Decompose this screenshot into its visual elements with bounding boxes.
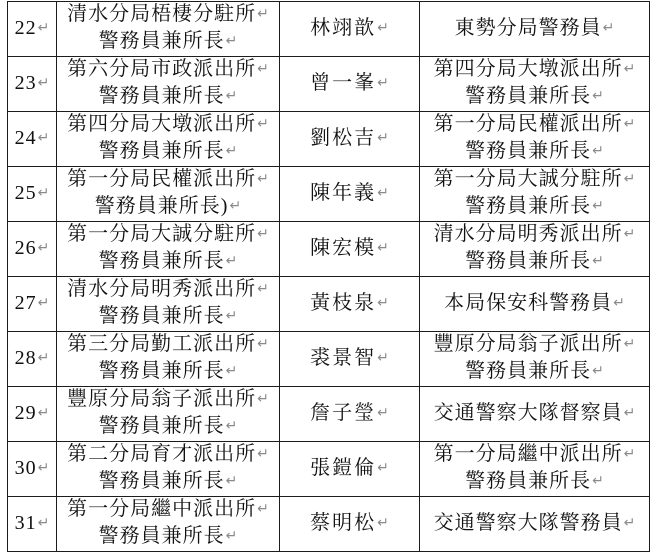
- position-text: 警務員兼所長: [465, 470, 592, 492]
- return-mark-icon: ↵: [592, 143, 604, 159]
- return-mark-icon: ↵: [37, 129, 50, 146]
- position-text: 第二分局育才派出所: [67, 443, 257, 465]
- position-text: 第四分局大墩派出所: [433, 58, 623, 80]
- officer-name-cell: [280, 277, 420, 332]
- officer-name-line: [310, 237, 389, 259]
- officer-name-cell: [280, 442, 420, 497]
- position-text: 警務員兼所長: [98, 360, 225, 382]
- return-mark-icon: ↵: [377, 19, 389, 36]
- position-line: [420, 167, 649, 194]
- to-position-cell: [420, 387, 650, 442]
- position-text: 交通警察大隊警務員: [433, 511, 623, 534]
- officer-name-line: [310, 347, 389, 369]
- position-line: [420, 511, 649, 538]
- position-line: [57, 332, 279, 359]
- officer-name-cell: [280, 387, 420, 442]
- position-text: 警務員兼所長: [98, 305, 225, 327]
- position-line: [57, 442, 279, 469]
- row-number-cell: [8, 167, 57, 222]
- return-mark-icon: ↵: [225, 88, 238, 104]
- position-line: [420, 469, 649, 496]
- return-mark-icon: ↵: [257, 6, 269, 22]
- position-line: [57, 469, 279, 496]
- row-number-line: [15, 457, 50, 479]
- row-number-cell: [8, 332, 57, 387]
- position-text: 警務員兼所長: [465, 85, 592, 107]
- table-body: [8, 2, 650, 552]
- table-row: [8, 2, 650, 57]
- return-mark-icon: ↵: [257, 226, 269, 242]
- position-text: 警務員兼所長: [465, 195, 592, 217]
- officer-name-line: [310, 512, 389, 534]
- position-text: 第一分局繼中派出所: [67, 498, 257, 520]
- officer-name-line: [310, 182, 389, 204]
- position-line: [57, 497, 279, 524]
- transfer-table: [7, 1, 650, 552]
- officer-name-line: [310, 457, 389, 479]
- return-mark-icon: ↵: [377, 294, 389, 311]
- position-line: [420, 112, 649, 139]
- return-mark-icon: ↵: [257, 446, 269, 462]
- position-line: [420, 222, 649, 249]
- position-text: 清水分局明秀派出所: [67, 278, 257, 300]
- position-text: 警務員兼所長: [98, 30, 225, 52]
- position-line: [57, 359, 279, 386]
- row-number: 30: [14, 456, 37, 479]
- position-text: 第六分局市政派出所: [67, 58, 257, 80]
- to-position-cell: [420, 442, 650, 497]
- return-mark-icon: ↵: [377, 239, 389, 256]
- to-position-cell: [420, 57, 650, 112]
- officer-name-line: [310, 72, 389, 94]
- table-row: [8, 167, 650, 222]
- return-mark-icon: ↵: [623, 226, 636, 242]
- return-mark-icon: ↵: [377, 184, 389, 201]
- from-position-cell: [57, 332, 280, 387]
- return-mark-icon: ↵: [257, 391, 269, 407]
- position-text: 第一分局繼中派出所: [433, 443, 623, 465]
- position-text: 第一分局大誠分駐所: [433, 168, 623, 190]
- return-mark-icon: ↵: [37, 404, 50, 421]
- position-line: [420, 194, 649, 221]
- position-line: [420, 57, 649, 84]
- return-mark-icon: ↵: [225, 143, 238, 159]
- table-row: [8, 57, 650, 112]
- return-mark-icon: ↵: [37, 74, 50, 91]
- row-number-line: [15, 512, 50, 534]
- row-number-line: [15, 347, 50, 369]
- position-text: 警務員兼所長: [465, 250, 592, 272]
- return-mark-icon: ↵: [592, 363, 604, 379]
- position-line: [57, 194, 279, 221]
- row-number: 26: [14, 236, 37, 259]
- row-number: 27: [14, 291, 37, 314]
- row-number-cell: [8, 442, 57, 497]
- officer-name-line: [310, 17, 389, 39]
- return-mark-icon: ↵: [592, 253, 604, 269]
- officer-name-line: [310, 402, 389, 424]
- return-mark-icon: ↵: [377, 514, 389, 531]
- return-mark-icon: ↵: [592, 198, 604, 214]
- row-number: 29: [14, 401, 37, 424]
- return-mark-icon: ↵: [623, 446, 636, 462]
- table-row: [8, 332, 650, 387]
- return-mark-icon: ↵: [592, 473, 604, 489]
- from-position-cell: [57, 57, 280, 112]
- position-text: 第一分局民權派出所: [67, 168, 257, 190]
- position-line: [57, 414, 279, 441]
- return-mark-icon: ↵: [377, 129, 389, 146]
- to-position-cell: [420, 332, 650, 387]
- return-mark-icon: ↵: [613, 294, 625, 311]
- position-text: 第一分局民權派出所: [433, 113, 623, 135]
- officer-name-cell: [280, 222, 420, 277]
- position-line: [57, 249, 279, 276]
- row-number-line: [15, 17, 50, 39]
- return-mark-icon: ↵: [623, 116, 636, 132]
- row-number-cell: [8, 222, 57, 277]
- return-mark-icon: ↵: [225, 473, 238, 489]
- position-line: [420, 291, 649, 318]
- from-position-cell: [57, 277, 280, 332]
- return-mark-icon: ↵: [623, 404, 636, 421]
- position-text: 東勢分局警務員: [454, 16, 602, 39]
- position-text: 第一分局大誠分駐所: [67, 223, 257, 245]
- position-line: [57, 57, 279, 84]
- position-text: 清水分局梧棲分駐所: [67, 3, 257, 25]
- return-mark-icon: ↵: [257, 61, 269, 77]
- return-mark-icon: ↵: [257, 336, 269, 352]
- return-mark-icon: ↵: [257, 171, 269, 187]
- row-number: 25: [14, 181, 37, 204]
- position-line: [420, 359, 649, 386]
- table-row: [8, 497, 650, 552]
- position-line: [420, 442, 649, 469]
- position-line: [57, 387, 279, 414]
- officer-name: 劉松吉: [310, 126, 377, 149]
- row-number-line: [15, 237, 50, 259]
- row-number-line: [15, 182, 50, 204]
- return-mark-icon: ↵: [37, 184, 50, 201]
- from-position-cell: [57, 167, 280, 222]
- position-text: 警務員兼所長: [98, 525, 225, 547]
- position-text: 警務員兼所長: [465, 360, 592, 382]
- return-mark-icon: ↵: [623, 514, 636, 531]
- position-text: 交通警察大隊督察員: [433, 401, 623, 424]
- return-mark-icon: ↵: [623, 61, 636, 77]
- return-mark-icon: ↵: [225, 33, 238, 49]
- return-mark-icon: ↵: [377, 459, 389, 476]
- officer-name: 黃枝泉: [310, 291, 377, 314]
- position-line: [420, 401, 649, 428]
- position-line: [420, 332, 649, 359]
- position-text: 第四分局大墩派出所: [67, 113, 257, 135]
- to-position-cell: [420, 277, 650, 332]
- position-line: [57, 222, 279, 249]
- row-number: 24: [14, 126, 37, 149]
- position-text: 豐原分局翁子派出所: [67, 388, 257, 410]
- return-mark-icon: ↵: [225, 308, 238, 324]
- table-row: [8, 387, 650, 442]
- position-line: [57, 304, 279, 331]
- position-text: 警務員兼所長: [98, 85, 225, 107]
- position-line: [420, 16, 649, 43]
- position-text: 警務員兼所長: [98, 250, 225, 272]
- officer-name-cell: [280, 57, 420, 112]
- table-row: [8, 112, 650, 167]
- return-mark-icon: ↵: [225, 418, 238, 434]
- return-mark-icon: ↵: [225, 253, 238, 269]
- row-number: 22: [14, 16, 37, 39]
- return-mark-icon: ↵: [37, 514, 50, 531]
- officer-name: 詹子瑩: [310, 401, 377, 424]
- row-number: 28: [14, 346, 37, 369]
- table-row: [8, 277, 650, 332]
- to-position-cell: [420, 222, 650, 277]
- position-line: [420, 139, 649, 166]
- return-mark-icon: ↵: [257, 281, 269, 297]
- return-mark-icon: ↵: [37, 239, 50, 256]
- return-mark-icon: ↵: [592, 88, 604, 104]
- table-row: [8, 442, 650, 497]
- position-text: 警務員兼所長): [94, 195, 229, 217]
- row-number-cell: [8, 112, 57, 167]
- officer-name-cell: [280, 332, 420, 387]
- return-mark-icon: ↵: [623, 171, 636, 187]
- return-mark-icon: ↵: [377, 404, 389, 421]
- row-number-cell: [8, 2, 57, 57]
- position-text: 警務員兼所長: [98, 470, 225, 492]
- position-line: [420, 84, 649, 111]
- return-mark-icon: ↵: [37, 19, 50, 36]
- position-text: 警務員兼所長: [98, 140, 225, 162]
- officer-name: 曾一峯: [310, 71, 377, 94]
- return-mark-icon: ↵: [602, 19, 615, 36]
- position-text: 本局保安科警務員: [444, 291, 613, 314]
- row-number: 31: [14, 511, 37, 534]
- return-mark-icon: ↵: [257, 116, 269, 132]
- officer-name-cell: [280, 497, 420, 552]
- row-number-cell: [8, 277, 57, 332]
- from-position-cell: [57, 2, 280, 57]
- position-text: 警務員兼所長: [98, 415, 225, 437]
- officer-name-cell: [280, 112, 420, 167]
- table-row: [8, 222, 650, 277]
- officer-name: 林翊歆: [310, 16, 377, 39]
- from-position-cell: [57, 497, 280, 552]
- officer-name-cell: [280, 2, 420, 57]
- officer-name: 張鎧倫: [310, 456, 377, 479]
- officer-name-line: [310, 292, 389, 314]
- row-number-line: [15, 127, 50, 149]
- row-number-cell: [8, 497, 57, 552]
- row-number-cell: [8, 387, 57, 442]
- position-text: 清水分局明秀派出所: [433, 223, 623, 245]
- to-position-cell: [420, 2, 650, 57]
- row-number-line: [15, 402, 50, 424]
- officer-name-cell: [280, 167, 420, 222]
- officer-name-line: [310, 127, 389, 149]
- officer-name: 裘景智: [310, 346, 377, 369]
- return-mark-icon: ↵: [377, 349, 389, 366]
- return-mark-icon: ↵: [37, 459, 50, 476]
- row-number-line: [15, 292, 50, 314]
- position-line: [57, 277, 279, 304]
- return-mark-icon: ↵: [257, 501, 269, 517]
- return-mark-icon: ↵: [225, 528, 238, 544]
- position-line: [57, 524, 279, 551]
- return-mark-icon: ↵: [225, 363, 238, 379]
- position-line: [57, 167, 279, 194]
- from-position-cell: [57, 222, 280, 277]
- officer-name: 陳宏模: [310, 236, 377, 259]
- position-line: [57, 2, 279, 29]
- position-line: [57, 84, 279, 111]
- position-line: [57, 139, 279, 166]
- position-line: [57, 29, 279, 56]
- position-line: [420, 249, 649, 276]
- return-mark-icon: ↵: [623, 336, 636, 352]
- to-position-cell: [420, 167, 650, 222]
- to-position-cell: [420, 112, 650, 167]
- row-number-line: [15, 72, 50, 94]
- from-position-cell: [57, 112, 280, 167]
- from-position-cell: [57, 442, 280, 497]
- row-number: 23: [14, 71, 37, 94]
- position-text: 豐原分局翁子派出所: [433, 333, 623, 355]
- row-number-cell: [8, 57, 57, 112]
- position-text: 第三分局勤工派出所: [67, 333, 257, 355]
- return-mark-icon: ↵: [229, 198, 242, 214]
- from-position-cell: [57, 387, 280, 442]
- position-text: 警務員兼所長: [465, 140, 592, 162]
- to-position-cell: [420, 497, 650, 552]
- return-mark-icon: ↵: [37, 294, 50, 311]
- position-line: [57, 112, 279, 139]
- return-mark-icon: ↵: [377, 74, 389, 91]
- officer-name: 蔡明松: [310, 511, 377, 534]
- officer-name: 陳年義: [310, 181, 377, 204]
- return-mark-icon: ↵: [37, 349, 50, 366]
